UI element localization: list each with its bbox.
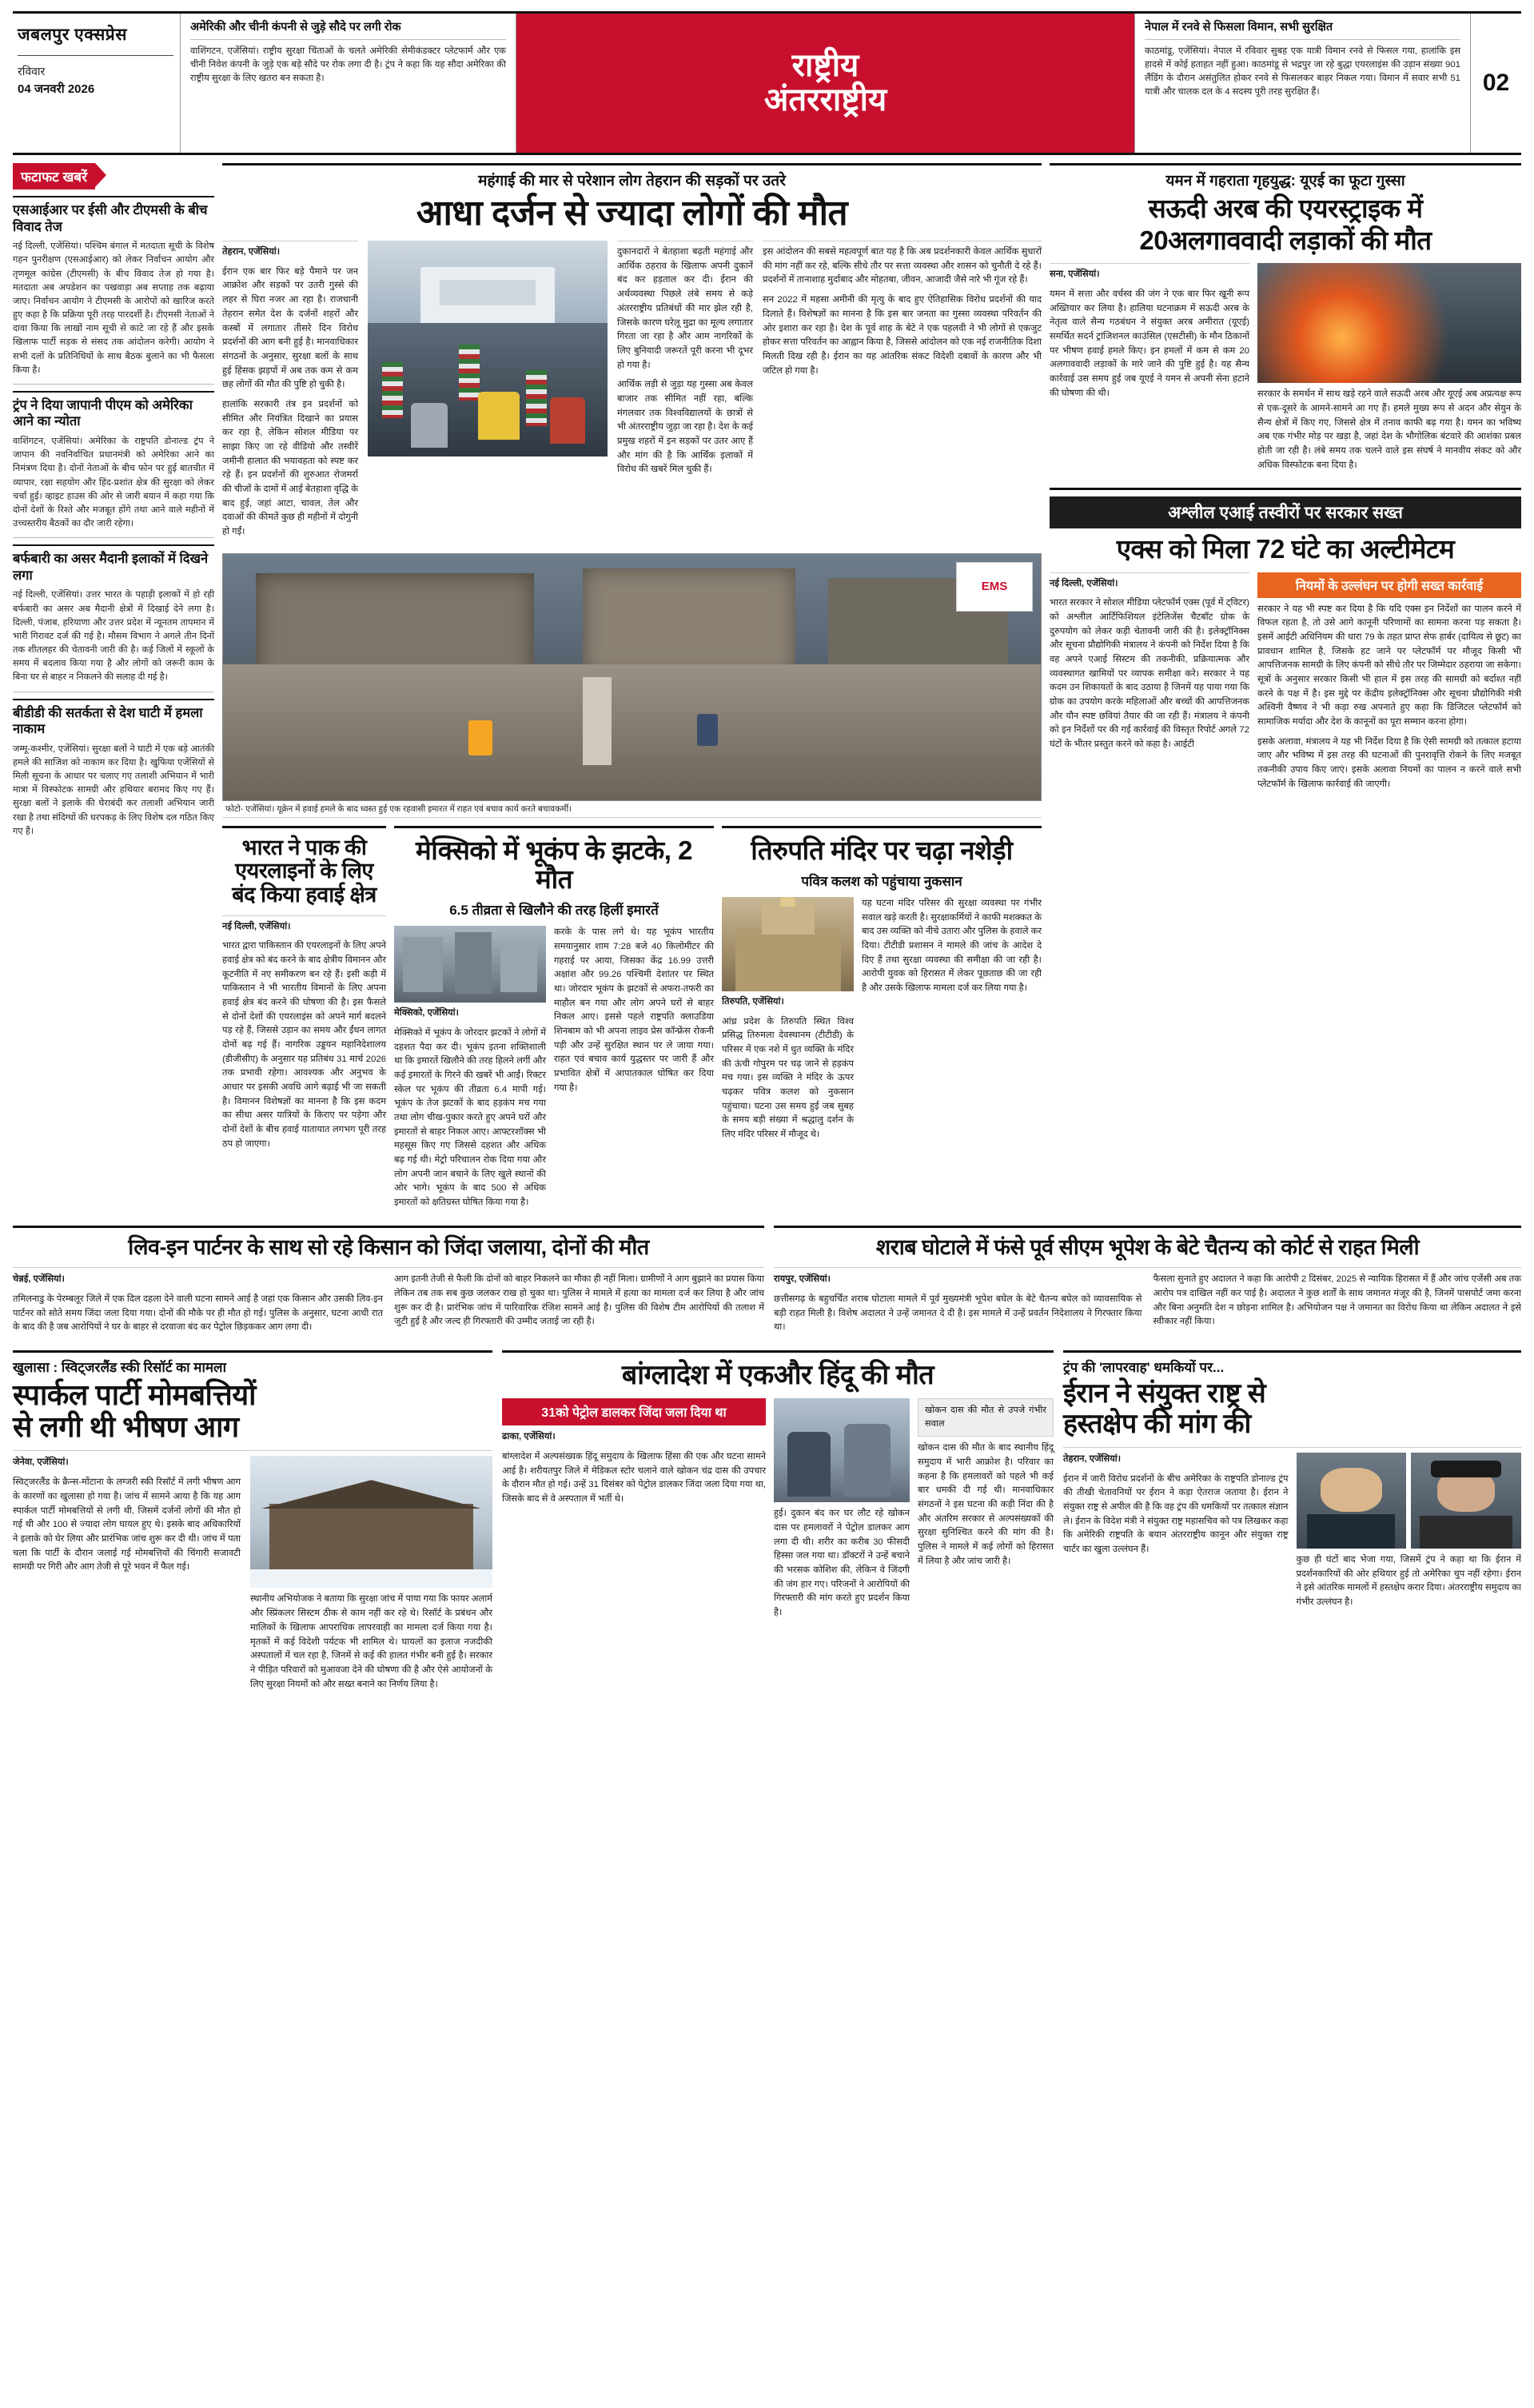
divider — [18, 55, 173, 56]
lead-dateline: तेहरान, एजेंसियां। — [222, 247, 281, 257]
protest-photo — [368, 241, 608, 456]
farmer-headline: लिव-इन पार्टनर के साथ सो रहे किसान को जिंदा जलाया, दोनों की मौत — [128, 1234, 649, 1259]
temple-photo — [722, 897, 854, 991]
iran-headline-2: हस्तक्षेप की मांग की — [1063, 1408, 1251, 1439]
yemen-kicker: यमन में गहराता गृहयुद्ध: यूएई का फूटा गुस्सा — [1165, 173, 1405, 189]
airstrike-photo — [1257, 263, 1521, 383]
brief-item — [13, 544, 214, 684]
quake-photo — [394, 926, 546, 1003]
iran-headline-1: ईरान ने संयुक्त राष्ट्र से — [1063, 1378, 1266, 1409]
iran-kicker: ट्रंप की 'लापरवाह' धमकियों पर... — [1063, 1360, 1225, 1376]
yemen-headline-2: 20अलगाववादी लड़ाकों की मौत — [1139, 225, 1432, 256]
bangladesh-photo — [774, 1398, 910, 1502]
khamenei-portrait-photo — [1411, 1453, 1521, 1549]
brief-headline: ट्रंप ने दिया जापानी पीएम को अमेरिका आने का न्योता — [13, 397, 193, 429]
rubble-photo-caption: फोटो- एजेंसियां। यूक्रेन में हवाई हमले के बाद ध्वस्त हुई एक रहवासी इमारत में राहत एवं बचाव कार्य करते बचावकर्मी। — [222, 801, 1042, 818]
x-orange-bar: नियमों के उल्लंघन पर होगी सख्त कार्रवाई — [1257, 572, 1521, 598]
mexico-headline: मेक्सिको में भूकंप के झटके, 2 मौत — [416, 835, 692, 894]
main-grid — [13, 163, 1521, 1216]
masthead-left — [13, 14, 181, 153]
pak-headline: भारत ने पाक की एयरलाइनों के लिए बंद किया हवाई क्षेत्र — [232, 835, 377, 907]
yemen-headline-1: सऊदी अरब की एयरस्ट्राइक में — [1148, 193, 1423, 223]
masthead-brief-left — [181, 14, 516, 153]
mexico-body-left: मेक्सिको में भूकंप के जोरदार झटकों ने लोगों में दहशत पैदा कर दी। भूकंप इतना शक्तिशाली था कि इमारतें खिलौने की तरह हिलने लगीं और कई इमारतों के गिरने की खबरें भी आईं। रिक्टर स्केल पर भूकंप की तीव्रता 6.4 मापी गई। भूकंप के तेज झटकों के बाद हड़कंप मच गया तथा लोग चीख-पुकार करते हुए अपने घरों और इमारतों से बाहर निकल आए। आफ्टरशॉक्स भी महसूस किए गए जिससे दहशत और अधिक बढ़ गई थी। मेट्रो परिचालन रोक दिया गया और लोग अपनी जान बचाने के लिए खुले स्थानों की ओर भागे। भूकंप के बाद 500 से अधिक इमारतों को क्षतिग्रस्त घोषित किया गया है। — [394, 1027, 546, 1207]
brief-headline: नेपाल में रनवे से फिसला विमान, सभी सुरक्षित — [1145, 20, 1460, 40]
masthead-title-line2: अंतरराष्ट्रीय — [763, 82, 887, 118]
iran-body-right: कुछ ही घंटों बाद भेजा गया, जिसमें ट्रंप ने कहा था कि ईरान में प्रदर्शनकारियों की ओर हथियार हुई तो अमेरिका चुप नहीं रहेगा। ईरान ने इसे आंतरिक मामलों में हस्तक्षेप करार दिया। अंतरराष्ट्रीय समुदाय का गंभीर उल्लंघन है। — [1296, 1555, 1521, 1608]
swiss-headline-2: से लगी थी भीषण आग — [13, 1409, 239, 1443]
brief-body: जम्मू-कश्मीर, एजेंसियां। सुरक्षा बलों ने घाटी में एक बड़े आतंकी हमले की साजिश को नाकाम कर दिया है। खुफिया एजेंसियों से मिली सूचना के आधार पर चलाए गए तलाशी अभियान में भारी मात्रा में विस्फोटक सामग्री और हथियार बरामद किए गए हैं। सुरक्षा बलों ने इलाके की घेराबंदी कर तलाशी अभियान जारी रखा है तथा संदिग्धों की धरपकड़ के लिए विशेष दल गठित किए गए हैं। — [13, 744, 214, 836]
divider — [13, 537, 214, 538]
bhushan-dateline: रायपुर, एजेंसियां। — [774, 1274, 831, 1285]
mexico-body-right: करके के पास लगे थे। यह भूकंप भारतीय समयानुसार शाम 7:28 बजे 40 किलोमीटर की गहराई पर आया, जिसका केंद्र 16.99 उत्तरी अक्षांश और 99.26 पश्चिमी देशांतर पर स्थित था। जोरदार भूकंप के झटकों से अफरा-तफरी का माहौल बन गया और लोग अपने घरों से बाहर निकल आए। इससे पहले राष्ट्रपति क्लाउडिया शिनबाम को भी अपना लाइव प्रेस कॉन्फ्रेंस रोकनी पड़ी और उन्हें सुरक्षित स्थान पर ले जाया गया। राहत एवं बचाव कार्य युद्धस्तर पर जारी हैं और प्रभावित क्षेत्रों में आपातकाल घोषित कर दिया गया है। — [554, 927, 714, 1093]
trump-portrait-photo — [1297, 1453, 1407, 1549]
bottom-row — [13, 1226, 1521, 1341]
lead-headline: आधा दर्जन से ज्यादा लोगों की मौत — [416, 193, 848, 233]
brief-headline: बीडीडी की सतर्कता से देश घाटी में हमला नाकाम — [13, 705, 203, 737]
brief-body: वाशिंगटन, एजेंसियां। राष्ट्रीय सुरक्षा चिंताओं के चलते अमेरिकी सेमीकंडक्टर प्लेटफार्म और एक चीनी निवेश कंपनी के जुड़े एक बड़े सौदे पर रोक लगा दी है। ट्रंप ने कहा कि यह सौदा अमेरिका की राष्ट्रीय सुरक्षा के लिए खतरा बन सकता है। — [190, 46, 506, 84]
pak-body: भारत द्वारा पाकिस्तान की एयरलाइनों के लिए अपने हवाई क्षेत्र को बंद करने के बाद क्षेत्रीय विमानन और कूटनीति में नए समीकरण बन रहे हैं। इसी कड़ी में पाकिस्तान ने भी भारतीय विमानों के लिए अपना हवाई क्षेत्र बंद करने की घोषणा की है। इस फैसले से दोनों देशों की एयरलाइंस को अपने मार्ग बदलने पड़ रहे हैं, जिससे उड़ान का समय और ईंधन लागत दोनों बढ़ गई हैं। नागरिक उड्डयन महानिदेशालय (डीजीसीए) के अनुसार यह प्रतिबंध 31 मार्च 2026 तक प्रभावी रहेगा। आवश्यक और अनुभव के आधार पर इसकी अवधि आगे बढ़ाई भी जा सकती है। विमानन विशेषज्ञों का मानना है कि इस कदम का सीधा असर यात्रियों के किराए पर पड़ेगा और दोनों देशों के बीच हवाई यातायात लगभग पूरी तरह ठप हो जाएगा। — [222, 941, 386, 1149]
iran-dateline: तेहरान, एजेंसियां। — [1063, 1454, 1122, 1465]
bhushan-body-right: फैसला सुनाते हुए अदालत ने कहा कि आरोपी 2 दिसंबर, 2025 से न्यायिक हिरासत में हैं और जांच एजेंसी अब तक आरोप पत्र दाखिल नहीं कर पाई है। अदालत ने कुछ शर्तों के साथ जमानत मंजूर की है, जिनमें पासपोर्ट जमा करना और बिना अनुमति देश न छोड़ना शामिल है। अभियोजन पक्ष ने जमानत का विरोध किया था लेकिन अदालत ने इसे स्वीकार नहीं किया। — [1153, 1274, 1521, 1327]
tirupati-dateline: तिरुपति, एजेंसियां। — [722, 996, 784, 1007]
bangladesh-body-left: बांग्लादेश में अल्पसंख्यक हिंदू समुदाय के खिलाफ हिंसा की एक और घटना सामने आई है। शरीयतपुर जिले में मेडिकल स्टोर चलाने वाले खोकन चंद्र दास की उपचार के दौरान मौत हो गई। उन्हें 31 दिसंबर को पेट्रोल डालकर जिंदा जला दिया गया था, जिसके बाद से वे अस्पताल में भर्ती थे। — [502, 1452, 766, 1505]
x-body-right: सरकार ने यह भी स्पष्ट कर दिया है कि यदि एक्स इन निर्देशों का पालन करने में विफल रहता है, तो उसे आगे कानूनी परिणामों का सामना करना पड़ सकता है। इसमें आईटी अधिनियम की धारा 79 के तहत प्राप्त सेफ हार्बर (दायित्व से छूट) का प्रावधान शामिल है, जिसके हट जाने पर प्लेटफॉर्म पर मौजूद किसी भी आपत्तिजनक सामग्री के लिए कंपनी को सीधे तौर पर जिम्मेदार ठहराया जा सकेगा। सूत्रों के अनुसार सरकार किसी भी हाल में इस तरह की सामग्री को बर्दाश्त नहीं करने के पक्ष में है। इस मुद्दे पर केंद्रीय इलेक्ट्रॉनिक्स और सूचना प्रौद्योगिकी मंत्री अश्विनी वैष्णव ने भी कड़ा रुख अपनाते हुए कहा कि डिजिटल प्लेटफॉर्म को सामाजिक मर्यादा और देश के कानूनों का पूरा सम्मान करना होगा। — [1257, 604, 1521, 728]
bangladesh-body-mid: हुई। दुकान बंद कर घर लौट रहे खोकन दास पर हमलावरों ने पेट्रोल डालकर आग लगा दी थी। शरीर का करीब 30 फीसदी हिस्सा जल गया था। डॉक्टरों ने उन्हें बचाने की भरसक कोशिश की, लेकिन वे जिंदगी की जंग हार गए। परिजनों ने आरोपियों की गिरफ्तारी की मांग करते हुए प्रदर्शन किया है। — [774, 1509, 910, 1618]
lead-paragraph: ईरान एक बार फिर बड़े पैमाने पर जन आक्रोश और सड़कों पर उतरी गुस्से की लहर से घिरा नजर आ रहा है। राजधानी तेहरान समेत देश के दर्जनों शहरों और कस्बों में लगातार तीसरे दिन विरोध प्रदर्शनों की आग बनी हुई है। मानवाधिकार संगठनों के अनुसार, सुरक्षा बलों के साथ हुई हिंसक झड़पों में अब तक कम से कम छह लोगों की मौत की पुष्टि हो चुकी है। — [222, 266, 358, 390]
tirupati-body-right: यह घटना मंदिर परिसर की सुरक्षा व्यवस्था पर गंभीर सवाल खड़े करती है। सुरक्षाकर्मियों ने काफी मशक्कत के बाद उस व्यक्ति को नीचे उतारा और पुलिस के हवाले कर दिया। टीटीडी प्रशासन ने मामले की जांच के आदेश दे दिए हैं तथा सुरक्षा व्यवस्था की समीक्षा की जा रही है। आरोपी युवक को हिरासत में लेकर पूछताछ की जा रही है और उसके खिलाफ मामला दर्ज कर लिया गया है। — [862, 898, 1042, 993]
bangladesh-dateline: ढाका, एजेंसियां। — [502, 1432, 556, 1442]
chalet-photo — [250, 1456, 492, 1588]
farmer-body-right: आग इतनी तेजी से फैली कि दोनों को बाहर निकलने का मौका ही नहीं मिला। ग्रामीणों ने आग बुझाने का प्रयास किया लेकिन तब तक सब कुछ जलकर राख हो चुका था। पुलिस ने मामले में हत्या का मामला दर्ज कर लिया है और जांच शुरू कर दी है। प्रारंभिक जांच में पारिवारिक रंजिश सामने आई है। पुलिस की विशेष टीम आरोपियों की तलाश में जुटी हुई है और जल्द ही गिरफ्तारी की उम्मीद जताई जा रही है। — [394, 1274, 764, 1327]
yemen-body: यमन में सत्ता और वर्चस्व की जंग ने एक बार फिर खूनी रूप अख्तियार कर लिया है। हालिया घटनाक्रम में सऊदी अरब के नेतृत्व वाले सैन्य गठबंधन ने संयुक्त अरब अमीरात (यूएई) समर्थित सदर्न ट्रांजिशनल काउंसिल (एसटीसी) के मौन ठिकानों पर भीषण हवाई हमले किए। इन हमलों में कम से कम 20 अलगाववादी लड़ाकों के मारे जाने की पुष्टि हुई है। यह सैन्य कार्रवाई उस समय हुई जब यूएई ने यमन से अपनी सेना हटाने की घोषणा की थी। — [1050, 289, 1249, 398]
tirupati-article — [722, 826, 1042, 1216]
pak-airspace-article — [222, 826, 386, 1216]
publication-date: 04 जनवरी 2026 — [18, 82, 95, 96]
center-column — [222, 163, 1042, 1216]
swiss-body-left: स्विट्जरलैंड के क्रैन्स-मोंटाना के लग्जरी स्की रिसॉर्ट में लगी भीषण आग के कारणों का खुलासा हो गया है। जांच में सामने आया है कि यह आग स्पार्कल पार्टी मोमबत्तियों से लगी थी, जिसमें दर्जनों लोगों की मौत हो गई थी और 100 से ज्यादा लोग घायल हुए थे। इसके बाद अधिकारियों ने इलाके को घेर लिया और प्रारंभिक जांच शुरू कर दी थी। जांच में पता चला कि पार्टी के दौरान जलाई गई मोमबत्तियों की चिंगारी सजावटी सामग्री पर गिरी और आग तेजी से पूरे भवन में फैल गई। — [13, 1477, 241, 1573]
iran-body-left: ईरान में जारी विरोध प्रदर्शनों के बीच अमेरिका के राष्ट्रपति डोनाल्ड ट्रंप की तीखी चेतावनियों पर ईरान ने कड़ा ऐतराज जताया है। ईरान ने संयुक्त राष्ट्र से अपील की है कि वह ट्रंप की धमकियों पर तत्काल संज्ञान ले। ईरान के विदेश मंत्री ने संयुक्त राष्ट्र महासचिव को पत्र लिखकर कहा कि अमेरिकी राष्ट्रपति के बयान अंतरराष्ट्रीय कानून और संयुक्त राष्ट्र चार्टर का खुला उल्लंघन हैं। — [1063, 1473, 1289, 1555]
bangladesh-graybox: खोकन दास की मौत से उपजे गंभीर सवाल — [918, 1398, 1054, 1437]
brief-headline: एसआईआर पर ईसी और टीएमसी के बीच विवाद तेज — [13, 203, 208, 234]
swiss-dateline: जेनेवा, एजेंसियां। — [13, 1457, 69, 1468]
masthead-title — [516, 14, 1134, 153]
yemen-dateline: सना, एजेंसियां। — [1050, 269, 1100, 280]
brief-headline: बर्फबारी का असर मैदानी इलाकों में दिखने लगा — [13, 552, 209, 583]
brief-headline: अमेरिकी और चीनी कंपनी से जुड़े सौदे पर लगी रोक — [190, 20, 506, 40]
x-body-left: भारत सरकार ने सोशल मीडिया प्लेटफॉर्म एक्स (पूर्व में ट्विटर) को अश्लील आर्टिफिशियल इंटेलिजेंस चैटबॉट ग्रोक के दुरुपयोग को लेकर कड़ी चेतावनी जारी की है। इलेक्ट्रॉनिक्स और सूचना प्रौद्योगिकी मंत्रालय ने कंपनी को निर्देश दिया है कि वह अपने एआई सिस्टम की तकनीकी, प्रक्रियात्मक और व्यवस्थागत खामियों पर व्यापक समीक्षा करे। सरकार ने यह कदम उन शिकायतों के बाद उठाया है जिनमें यह पाया गया कि ग्रोक का उपयोग करके महिलाओं और बच्चों की आपत्तिजनक और यौन स्पष्ट छवियां तैयार की जा रही हैं। मंत्रालय ने कंपनी को इन निर्देशों पर की गई कार्रवाई की विस्तृत रिपोर्ट अगले 72 घंटों के भीतर प्रस्तुत करने को कहा है। आईटी — [1050, 598, 1249, 750]
tirupati-headline: तिरुपति मंदिर पर चढ़ा नशेड़ी — [751, 835, 1013, 865]
publication-logo: जबलपुर एक्सप्रेस — [18, 26, 127, 44]
brief-body: वाशिंगटन, एजेंसियां। अमेरिका के राष्ट्रपति डोनाल्ड ट्रंप ने जापान की नवनिर्वाचित प्रधानमंत्री को अमेरिका आने का निमंत्रण दिया है। दोनों नेताओं के बीच फोन पर हुई बातचीत में व्यापार, रक्षा सहयोग और हिंद-प्रशांत क्षेत्र की सुरक्षा को लेकर चर्चा हुई। व्हाइट हाउस की ओर से जारी बयान में कहा गया कि दोनों देशों के रिश्ते और मजबूत होंगे तथा आने वाले महीनों में उच्चस्तरीय बैठकों का दौर जारी रहेगा। — [13, 437, 214, 528]
brief-body: नई दिल्ली, एजेंसियां। पश्चिम बंगाल में मतदाता सूची के विशेष गहन पुनरीक्षण (एसआईआर) को लेकर निर्वाचन आयोग और तृणमूल कांग्रेस (टीएमसी) के बीच विवाद तेज हो गया है। मतदाता अब अपडेशन का पखवाड़ा अब सप्ताह तक बढ़ाया जाए। निर्वाचन आयोग ने टीएमसी के आरोपों को खारिज करते हुए कहा है कि प्रक्रिया पूरी तरह पारदर्शी है। टीएमसी नेताओं ने दावा किया कि लाखों नाम सूची से काटे जा रहे हैं और इसके खिलाफ पार्टी सड़क से संसद तक आंदोलन करेगी। आयोग ने सभी दलों के प्रतिनिधियों के साथ बैठक बुलाने का भी फैसला किया है। — [13, 241, 214, 375]
yemen-article — [1050, 163, 1521, 478]
masthead-brief-right — [1134, 14, 1470, 153]
footer-row — [13, 1350, 1521, 1697]
lead-paragraph: सन 2022 में महसा अमीनी की मृत्यु के बाद हुए ऐतिहासिक विरोध प्रदर्शनों की याद दिलाते हैं। विशेषज्ञों का मानना है कि इस बार जनता का गुस्सा व्यवस्था परिवर्तन की ओर इशारा कर रहा है। देश के पूर्व शाह के बेटे ने एक पहलवी ने भी लोगों से एकजुट होकर सत्ता परिवर्तन का आह्वान किया है, जिससे आंदोलन को एक नई राजनीतिक दिशा मिलती दिख रही है। ईरान का यह आंतरिक संकट विदेशी दबावों के कारण और भी जटिल हो गया है। — [763, 295, 1042, 376]
x-body-right: इसके अलावा, मंत्रालय ने यह भी निर्देश दिया है कि ऐसी सामग्री को तत्काल हटाया जाए और भविष्य में इस तरह की घटनाओं की पुनरावृत्ति रोकने के लिए मजबूत तकनीकी उपाय किए जाएं। इसके अलावा नियमों का पालन न करने वाले सभी प्लेटफॉर्म के खिलाफ कार्रवाई की जाएगी। — [1257, 736, 1521, 789]
x-ultimatum-article — [1050, 496, 1521, 797]
bhushan-body-left: छत्तीसगढ़ के बहुचर्चित शराब घोटाला मामले में पूर्व मुख्यमंत्री भूपेश बघेल के बेटे चैतन्य बघेल को व्यावसायिक से बड़ी राहत मिली है। विशेष अदालत ने उन्हें जमानत दे दी है। इस मामले में उन्हें प्रवर्तन निदेशालय ने गिरफ्तार किया था। — [774, 1294, 1142, 1333]
mid-row — [222, 826, 1042, 1216]
mexico-subhead: 6.5 तीव्रता से खिलौने की तरह हिलीं इमारतें — [449, 903, 659, 919]
lead-article — [222, 163, 1042, 545]
yemen-body: सरकार के समर्थन में साथ खड़े रहने वाले सऊदी अरब और यूएई अब अप्रत्यक्ष रूप से एक-दूसरे के आमने-सामने आ गए हैं। हमले मुख्य रूप से अदन और सेयुन के सैन्य क्षेत्रों में किए गए, जिससे क्षेत्र में तनाव काफी बढ़ गया है। यमन का भविष्य अब एक गंभीर मोड़ पर खड़ा है, जहां देश के भौगोलिक बंटवारे की आशंका प्रबल होती जा रही है। लंबे समय तक चलने वाले इस संघर्ष ने मानवीय संकट को और अधिक विस्फोटक बना दिया है। — [1257, 389, 1521, 470]
brief-body: नई दिल्ली, एजेंसियां। उत्तर भारत के पहाड़ी इलाकों में हो रही बर्फबारी का असर अब मैदानी क्षेत्रों में दिखाई देने लगा है। दिल्ली, पंजाब, हरियाणा और उत्तर प्रदेश में न्यूनतम तापमान में भारी गिरावट दर्ज की गई है। मौसम विभाग ने अगले तीन दिनों तक शीतलहर की चेतावनी जारी की है। कई जिलों में स्कूलों के समय में बदलाव किया गया है और लोगों को जरूरी काम के बिना घर से बाहर न निकलने की सलाह दी गई है। — [13, 590, 214, 683]
divider — [13, 384, 214, 385]
swiss-kicker: खुलासा : स्विट्जरलैंड स्की रिसॉर्ट का मामला — [13, 1360, 226, 1376]
swiss-body-right: स्थानीय अभियोजक ने बताया कि सुरक्षा जांच में पाया गया कि फायर अलार्म और स्प्रिंकलर सिस्टम ठीक से काम नहीं कर रहे थे। रिसॉर्ट के प्रबंधन और मालिकों के खिलाफ आपराधिक लापरवाही का मामला दर्ज किया गया है। मृतकों में कई विदेशी पर्यटक भी शामिल थे। घायलों का इलाज नजदीकी अस्पतालों में चल रहा है, जिनमें से कई की हालत गंभीर बनी हुई है। सरकार ने पीड़ित परिवारों को मुआवजा देने की घोषणा की है और ऐसे आयोजनों के लिए सुरक्षा नियमों को और सख्त बनाने का निर्णय लिया है। — [250, 1594, 492, 1689]
brief-item — [13, 699, 214, 839]
lead-paragraph: हालांकि सरकारी तंत्र इन प्रदर्शनों को सीमित और नियंत्रित दिखाने का प्रयास कर रहा है, लेकिन सोशल मीडिया पर साझा किए जा रहे वीडियो और तस्वीरें जमीनी हालात की भयावहता को स्पष्ट कर रहे हैं। इन प्रदर्शनों की शुरुआत रोजमर्रा की चीजों के दामों में आई बेतहाशा वृद्धि के बाद हुई, जहां आटा, चावल, तेल और दवाओं की कीमतें कुछ ही महीनों में दोगुनी हो गईं। — [222, 399, 358, 536]
mexico-quake-article — [394, 826, 714, 1216]
lead-paragraph: इस आंदोलन की सबसे महत्वपूर्ण बात यह है कि अब प्रदर्शनकारी केवल आर्थिक सुधारों की मांग नहीं कर रहे, बल्कि सीधे तौर पर सत्ता व्यवस्था और शासन को चुनौती दे रहे हैं। प्रदर्शनों में तानाशाह मुर्दाबाद और मोहतबा, जीवन, आजादी जैसे नारे भी गूंज रहे हैं। — [763, 247, 1042, 285]
masthead-title-line1: राष्ट्रीय — [791, 47, 859, 83]
bhushan-article — [774, 1226, 1521, 1341]
farmer-body-left: तमिलनाडु के पेरम्बलूर जिले में एक दिल दहला देने वाली घटना सामने आई है जहां एक किसान और उसकी लिव-इन पार्टनर को सोते समय जिंदा जला दिया गया। दोनों की मौके पर ही मौत हो गई। पुलिस के अनुसार, घटना आधी रात के बाद की है जब आरोपियों ने घर के बाहर से दरवाजा बंद कर पेट्रोल छिड़ककर आग लगा दी। — [13, 1294, 383, 1333]
brief-item — [13, 196, 214, 377]
bhushan-headline: शराब घोटाले में फंसे पूर्व सीएम भूपेश के बेटे चैतन्य को कोर्ट से राहत मिली — [875, 1234, 1420, 1259]
tirupati-body-left: आंध्र प्रदेश के तिरुपति स्थित विश्व प्रसिद्ध तिरुमला देवस्थानम (टीटीडी) के परिसर में एक नशे में धुत व्यक्ति के मंदिर की ऊंची गोपुरम पर चढ़ जाने से हड़कंप मच गया। इस व्यक्ति ने मंदिर के ऊपर चढ़कर पवित्र कलश को नुकसान पहुंचाया। घटना उस समय हुई जब सुबह के समय बड़ी संख्या में श्रद्धालु दर्शन के लिए मंदिर परिसर में मौजूद थे। — [722, 1016, 854, 1140]
bangladesh-redbar: 31को पेट्रोल डालकर जिंदा जला दिया था — [502, 1398, 766, 1425]
iran-un-article — [1063, 1350, 1521, 1697]
x-dateline: नई दिल्ली, एजेंसियां। — [1050, 578, 1118, 588]
farmer-dateline: चेन्नई, एजेंसियां। — [13, 1274, 65, 1285]
farmer-article — [13, 1226, 764, 1341]
page-number: 02 — [1470, 14, 1521, 153]
rubble-photo: EMS — [222, 553, 1042, 801]
brief-body: काठमांडू, एजेंसियां। नेपाल में रविवार सुबह एक यात्री विमान रनवे से फिसल गया, हालांकि इस हादसे में कोई हताहत नहीं हुआ। काठमांडू से भद्रपुर जा रहे बुद्धा एयरलाइंस की उड़ान संख्या 901 लैंडिंग के दौरान असंतुलित होकर रनवे से फिसलकर बाहर निकल गया। विमान में सवार सभी 51 यात्री और चालक दल के 4 सदस्य पूरी तरह सुरक्षित हैं। — [1145, 46, 1460, 98]
pak-dateline: नई दिल्ली, एजेंसियां। — [222, 921, 291, 931]
brief-item — [13, 391, 214, 531]
rubble-photo-block — [222, 553, 1042, 818]
right-column — [1050, 163, 1521, 1216]
x-headline: एक्स को मिला 72 घंटे का अल्टीमेटम — [1116, 534, 1455, 564]
bangladesh-article — [502, 1350, 1054, 1697]
masthead — [13, 11, 1521, 155]
ai-images-strip: अश्लील एआई तस्वीरों पर सरकार सख्त — [1050, 496, 1521, 528]
lead-paragraph: आर्थिक लड़ी से जुड़ा यह गुस्सा अब केवल बाजार तक सीमित नहीं रहा, बल्कि मंगलवार तक विश्वविद्यालयों के छात्रों से भी अंतरराष्ट्रीय जुड़ा जा रहा है। देश के कई प्रमुख शहरों में इन सड़कों पर उतर आए हैं और मांग की है कि आर्थिक इलाकों में विरोध की खबरें मिल चुकी हैं। — [617, 380, 753, 475]
lead-kicker: महंगाई की मार से परेशान लोग तेहरान की सड़कों पर उतरे — [478, 173, 786, 189]
swiss-fire-article — [13, 1350, 492, 1697]
left-column — [13, 163, 214, 1216]
bangladesh-headline: बांग्लादेश में एकऔर हिंदू की मौत — [621, 1360, 934, 1391]
bangladesh-body-right: खोकन दास की मौत के बाद स्थानीय हिंदू समुदाय में भारी आक्रोश है। परिवार का कहना है कि हमलावरों को पहले भी कई बार धमकी दी गई थी। मानवाधिकार संगठनों ने इस घटना की कड़ी निंदा की है और अंतरिम सरकार से अल्पसंख्यकों की सुरक्षा सुनिश्चित करने की मांग की है। पुलिस ने मामले में कई लोगों को हिरासत में लिया है और जांच जारी है। — [918, 1443, 1054, 1566]
briefs-strip-label: फटाफट खबरें — [13, 163, 95, 189]
tirupati-subhead: पवित्र कलश को पहुंचाया नुकसान — [801, 873, 962, 889]
mexico-dateline: मेक्सिको, एजेंसियां। — [394, 1008, 459, 1019]
divider — [1050, 488, 1521, 490]
lead-paragraph: दुकानदारों ने बेतहाशा बढ़ती महंगाई और आर्थिक ठहराव के खिलाफ अपनी दुकानें बंद कर हड़ताल कर दी। ईरान की अर्थव्यवस्था पिछले लंबे समय से कड़े अंतरराष्ट्रीय प्रतिबंधों की मार झेल रही है, जिसके कारण घरेलू मुद्रा का मूल्य लगातार गिरता जा रहा है और आम नागरिकों के लिए बुनियादी जरूरतें पूरी करना भी दूभर हो गया है। — [617, 247, 753, 370]
swiss-headline-1: स्पार्कल पार्टी मोमबत्तियों — [13, 1378, 256, 1412]
publication-day: रविवार — [18, 65, 46, 78]
